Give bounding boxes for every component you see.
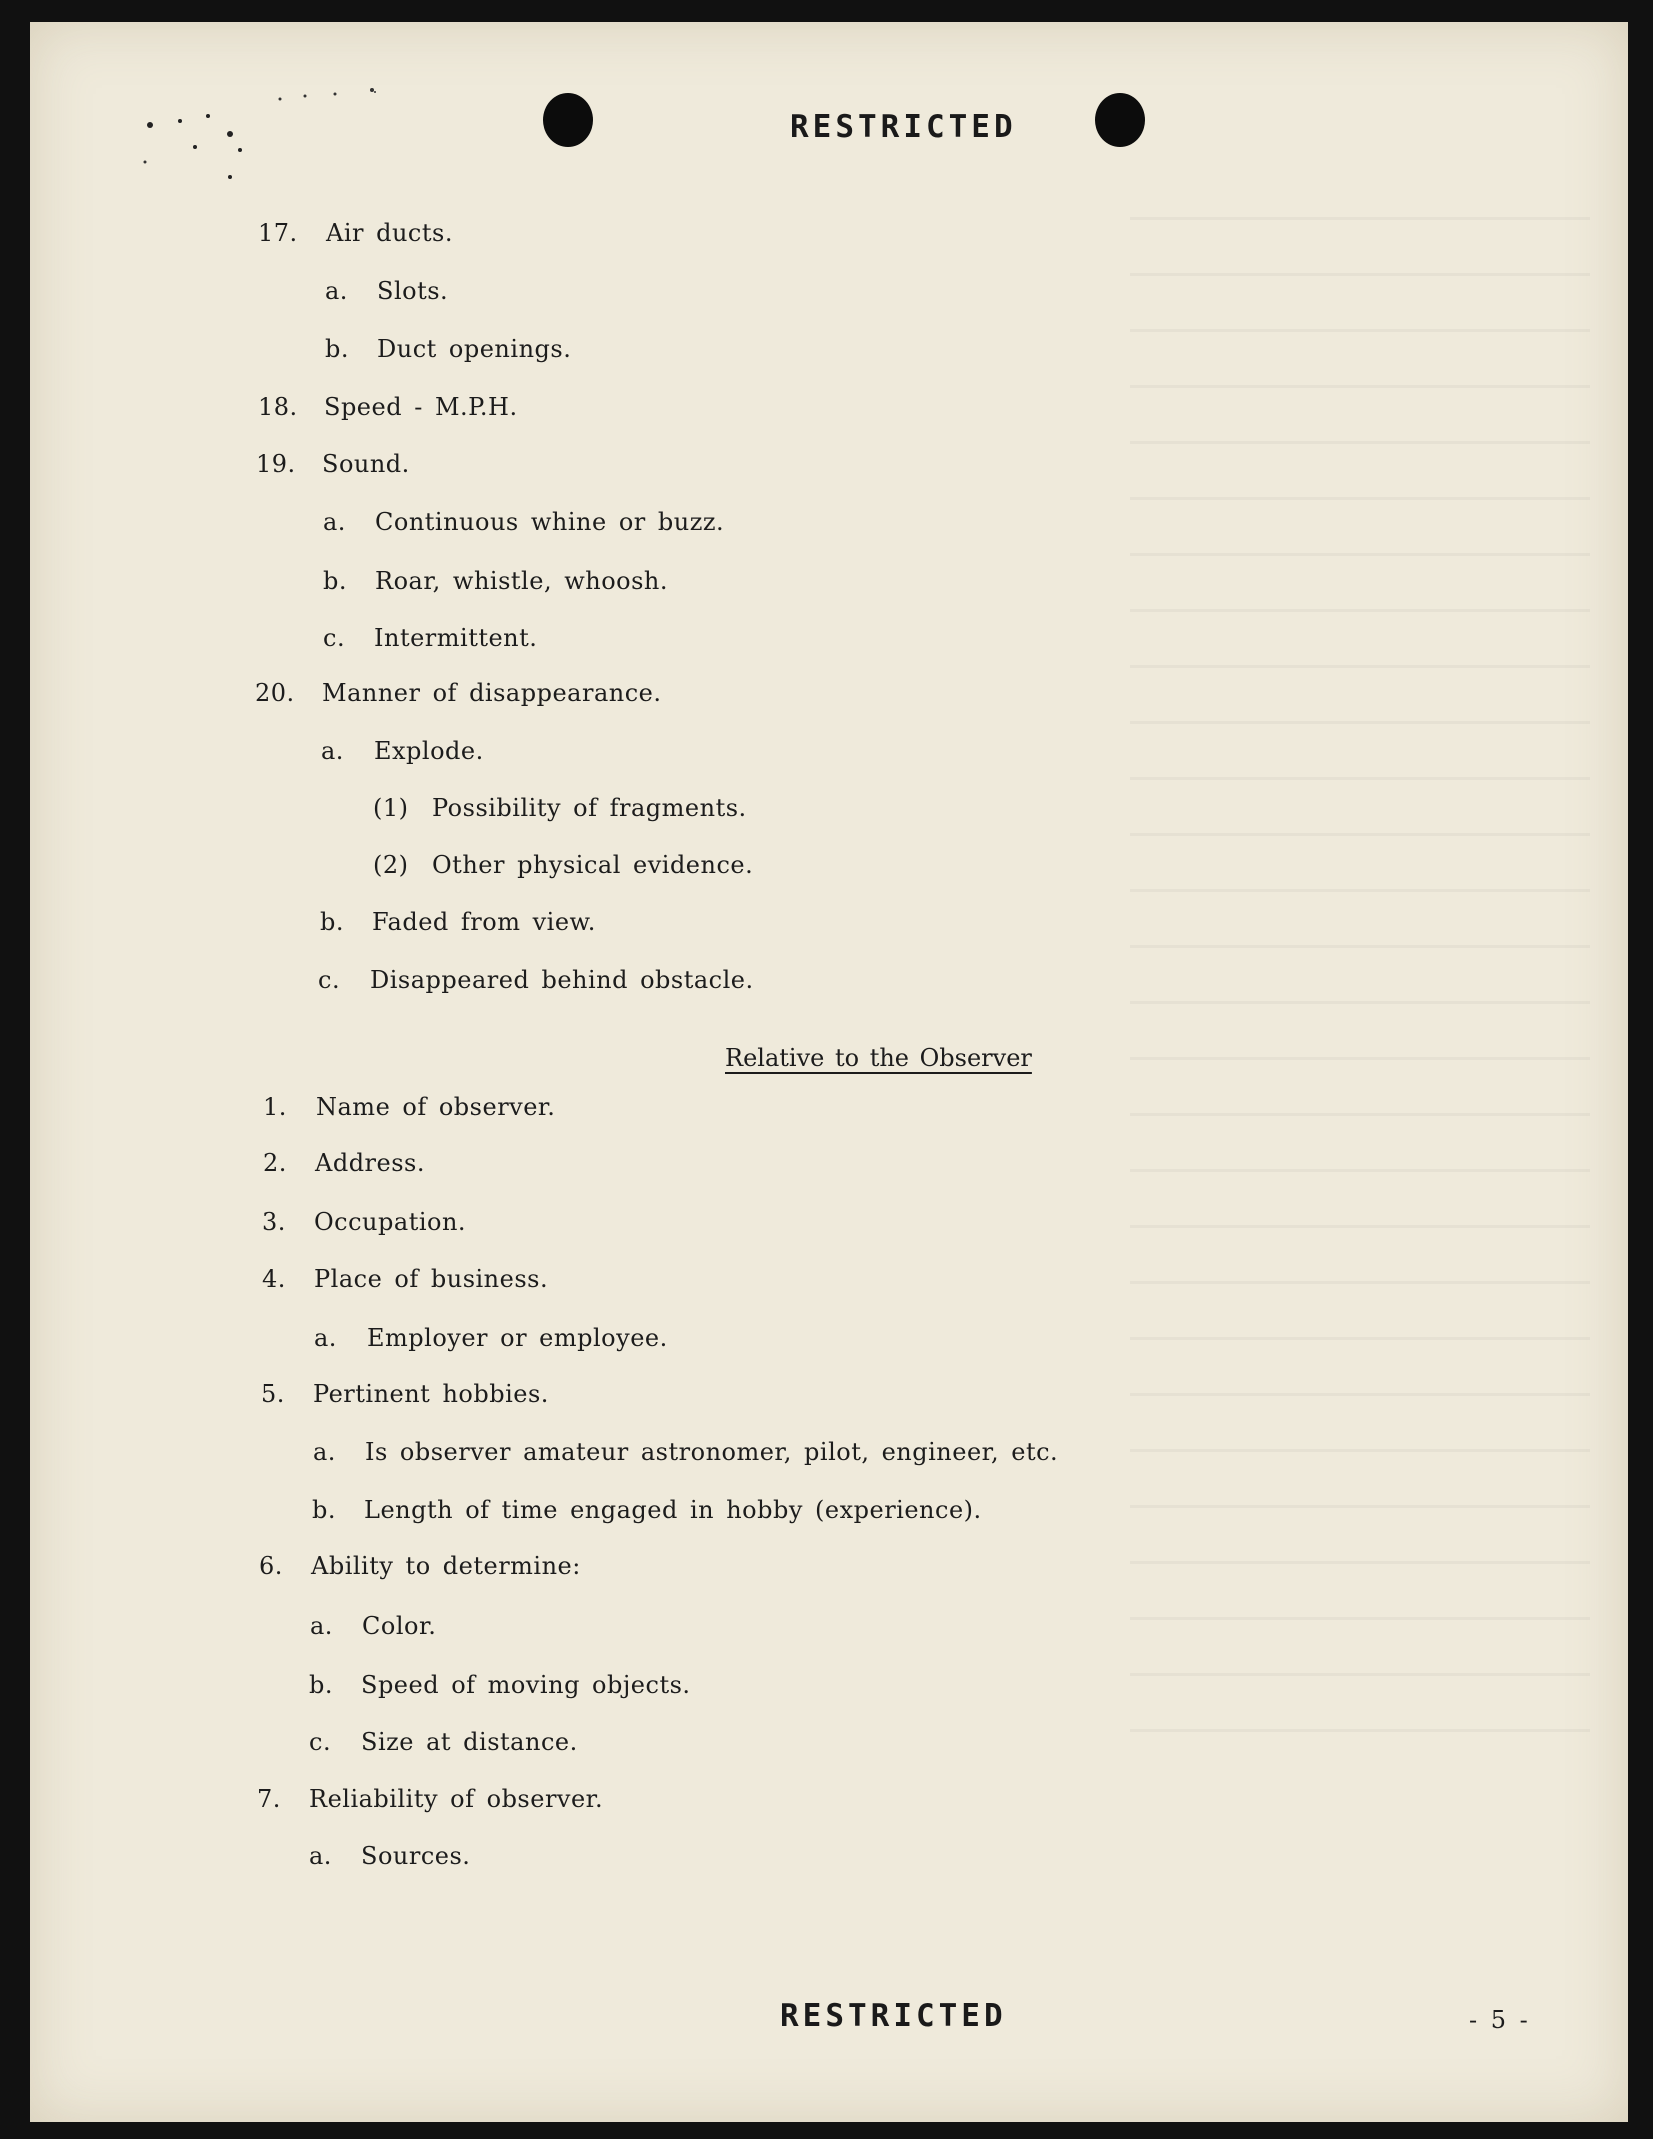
item-text: Color. (362, 1612, 437, 1640)
item-number: 2. (263, 1149, 287, 1177)
list-item (312, 1496, 982, 1524)
item-number: 17. (258, 219, 298, 247)
item-text: Disappeared behind obstacle. (370, 966, 754, 994)
list-item (325, 335, 572, 363)
list-item (318, 966, 754, 994)
list-item (323, 567, 668, 595)
list-item (309, 1728, 578, 1756)
item-number: a. (325, 277, 348, 305)
list-item (262, 1208, 467, 1236)
item-number: (2) (373, 851, 409, 879)
list-item (309, 1671, 691, 1699)
item-text: Sound. (322, 450, 410, 478)
item-number: b. (323, 567, 347, 595)
item-number: 18. (258, 393, 298, 421)
punch-hole-right (1095, 93, 1145, 147)
list-item (258, 393, 518, 421)
item-text: Size at distance. (361, 1728, 578, 1756)
item-number: a. (310, 1612, 333, 1640)
item-text: Reliability of observer. (309, 1785, 604, 1813)
item-number: b. (325, 335, 349, 363)
item-number: c. (318, 966, 341, 994)
classification-header: RESTRICTED (790, 109, 1017, 145)
list-item (373, 794, 747, 822)
item-text: Duct openings. (377, 335, 572, 363)
punch-hole-left (543, 93, 593, 147)
item-text: Explode. (374, 737, 484, 765)
list-item (320, 908, 596, 936)
item-number: c. (309, 1728, 332, 1756)
list-item (373, 851, 754, 879)
item-number: a. (314, 1324, 337, 1352)
list-item (263, 1149, 425, 1177)
item-number: 7. (257, 1785, 281, 1813)
item-number: b. (309, 1671, 333, 1699)
item-text: Other physical evidence. (432, 851, 754, 879)
section-heading: Relative to the Observer (725, 1044, 1032, 1072)
list-item (256, 450, 410, 478)
item-number: 6. (259, 1552, 283, 1580)
item-number: a. (313, 1438, 336, 1466)
list-item (259, 1552, 581, 1580)
item-text: Employer or employee. (367, 1324, 668, 1352)
list-item (262, 1265, 549, 1293)
item-text: Intermittent. (374, 624, 538, 652)
classification-footer: RESTRICTED (780, 1998, 1007, 2034)
item-number: b. (320, 908, 344, 936)
list-item (309, 1842, 471, 1870)
item-text: Is observer amateur astronomer, pilot, engineer, etc. (365, 1438, 1059, 1466)
item-text: Name of observer. (316, 1093, 556, 1121)
item-text: Ability to determine: (311, 1552, 581, 1580)
list-item (310, 1612, 437, 1640)
item-text: Occupation. (314, 1208, 467, 1236)
list-item (325, 277, 449, 305)
list-item (255, 679, 662, 707)
speck-marks (90, 72, 390, 182)
item-text: Manner of disappearance. (322, 679, 662, 707)
list-item (257, 1785, 604, 1813)
list-item (314, 1324, 668, 1352)
item-text: Continuous whine or buzz. (375, 508, 725, 536)
item-text: Length of time engaged in hobby (experience). (364, 1496, 982, 1524)
item-text: Sources. (361, 1842, 471, 1870)
item-number: 5. (261, 1380, 285, 1408)
item-text: Roar, whistle, whoosh. (375, 567, 668, 595)
list-item (323, 508, 725, 536)
item-text: Slots. (377, 277, 449, 305)
item-text: Air ducts. (326, 219, 453, 247)
item-number: a. (323, 508, 346, 536)
document-page (30, 22, 1628, 2122)
item-text: Place of business. (314, 1265, 549, 1293)
item-text: Speed - M.P.H. (324, 393, 518, 421)
list-item (321, 737, 484, 765)
item-number: 19. (256, 450, 296, 478)
bleed-through (1130, 172, 1590, 1772)
item-text: Possibility of fragments. (432, 794, 747, 822)
item-text: Address. (315, 1149, 425, 1177)
item-text: Speed of moving objects. (361, 1671, 691, 1699)
item-text: Pertinent hobbies. (313, 1380, 549, 1408)
item-number: a. (321, 737, 344, 765)
list-item (313, 1438, 1059, 1466)
item-number: 4. (262, 1265, 286, 1293)
item-number: 1. (263, 1093, 287, 1121)
item-number: b. (312, 1496, 336, 1524)
list-item (261, 1380, 549, 1408)
item-number: 3. (262, 1208, 286, 1236)
item-text: Faded from view. (372, 908, 596, 936)
list-item (258, 219, 453, 247)
item-number: a. (309, 1842, 332, 1870)
list-item (323, 624, 538, 652)
page-number: - 5 - (1469, 2006, 1531, 2034)
list-item (263, 1093, 556, 1121)
item-number: 20. (255, 679, 295, 707)
item-number: c. (323, 624, 346, 652)
item-number: (1) (373, 794, 409, 822)
